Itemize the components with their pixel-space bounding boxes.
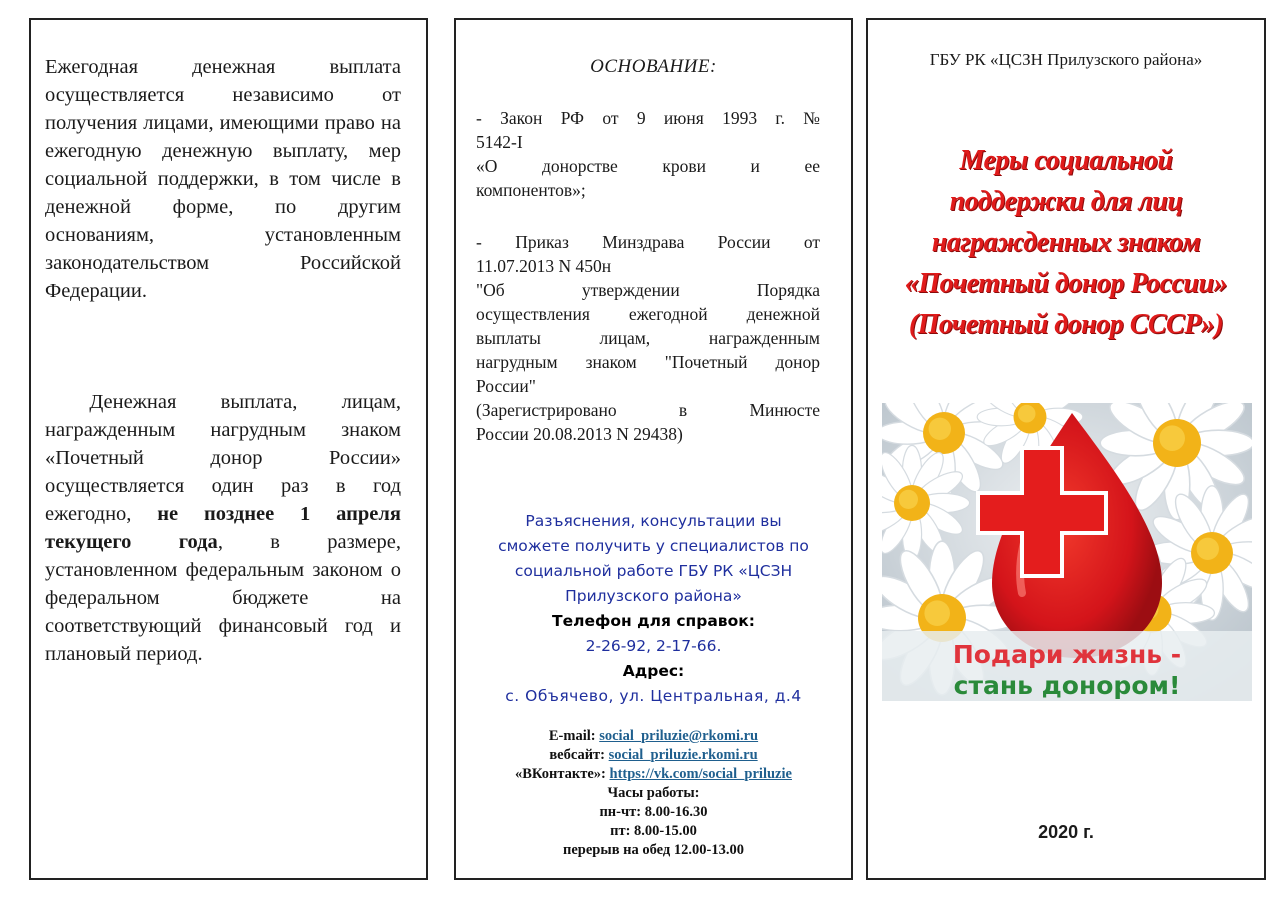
lunch-break: перерыв на обед 12.00-13.00 bbox=[563, 842, 744, 858]
law-line: - Закон РФ от 9 июня 1993 г. № bbox=[476, 108, 820, 128]
donor-poster-image bbox=[882, 403, 1252, 701]
hours-mon-thu: пн-чт: 8.00-16.30 bbox=[599, 804, 708, 820]
payment-deadline: не позднее 1 апреля текущего года bbox=[45, 503, 401, 553]
title-line: (Почетный донор СССР») bbox=[908, 309, 1224, 340]
email-row bbox=[456, 727, 851, 746]
website-label: вебсайт: bbox=[549, 747, 606, 763]
year-label: 2020 г. bbox=[1038, 822, 1094, 842]
consult-line: Прилузского района» bbox=[565, 587, 742, 605]
order-line: (Зарегистрировано в Минюсте bbox=[476, 400, 820, 420]
order-reference bbox=[476, 230, 820, 446]
order-line: - Приказ Минздрава России от bbox=[476, 232, 820, 252]
brochure-title bbox=[868, 140, 1264, 345]
consult-line: Разъяснения, консультации вы bbox=[525, 512, 782, 530]
email-link[interactable]: social_priluzie@rkomi.ru bbox=[599, 728, 759, 744]
vk-label: «ВКонтакте»: bbox=[515, 766, 606, 782]
phone-numbers: 2-26-92, 2-17-66. bbox=[585, 637, 722, 655]
poster-slogan-line2: стань донором! bbox=[953, 671, 1181, 700]
title-line: награжденных знаком bbox=[931, 227, 1201, 258]
right-panel bbox=[866, 18, 1266, 880]
basis-heading: ОСНОВАНИЕ: bbox=[590, 56, 717, 77]
consult-line: сможете получить у специалистов по bbox=[498, 537, 809, 555]
consult-line: социальной работе ГБУ РК «ЦСЗН bbox=[514, 562, 793, 580]
address-value: с. Объячево, ул. Центральная, д.4 bbox=[505, 687, 802, 705]
vk-row bbox=[456, 765, 851, 784]
order-line: нагрудным знаком "Почетный донор bbox=[476, 352, 820, 372]
payment-independence-paragraph: Ежегодная денежная выплата осуществляется независимо от получения лицами, имеющими право на ежегодную денежную выплату, мер социальной поддержки, в том числе в денежной форме, по другим основаниям, установленным законодательством Российской Федерации. bbox=[45, 56, 401, 302]
order-line: осуществления ежегодной денежной bbox=[476, 304, 820, 324]
contact-info-block bbox=[456, 727, 851, 860]
consultation-block bbox=[456, 509, 851, 709]
order-line: 11.07.2013 N 450н bbox=[476, 256, 612, 276]
organization-name: ГБУ РК «ЦСЗН Прилузского района» bbox=[929, 50, 1203, 69]
website-link[interactable]: social_priluzie.rkomi.ru bbox=[608, 747, 758, 763]
hours-label: Часы работы: bbox=[607, 785, 700, 801]
email-label: E-mail: bbox=[548, 728, 596, 744]
order-line: России 20.08.2013 N 29438) bbox=[476, 424, 683, 444]
payment-schedule-end: , в размере, установленном федеральным законом о федеральном бюджете на соответствующий финансовый год и плановый период. bbox=[45, 531, 401, 665]
address-label: Адрес: bbox=[622, 662, 685, 680]
poster-illustration bbox=[882, 403, 1252, 701]
title-line: Меры социальной bbox=[959, 145, 1173, 176]
title-line: «Почетный донор России» bbox=[904, 268, 1228, 299]
law-line: 5142-I bbox=[476, 132, 523, 152]
title-line: поддержки для лиц bbox=[949, 186, 1183, 217]
website-row bbox=[456, 746, 851, 765]
order-line: "Об утверждении Порядка bbox=[476, 280, 820, 300]
vk-link[interactable]: https://vk.com/social_priluzie bbox=[609, 766, 792, 782]
law-reference bbox=[476, 106, 820, 202]
payment-schedule-paragraph bbox=[45, 388, 401, 668]
law-line: компонентов»; bbox=[476, 180, 586, 200]
poster-slogan-line1: Подари жизнь - bbox=[952, 640, 1182, 669]
hours-fri: пт: 8.00-15.00 bbox=[610, 823, 697, 839]
law-line: «О донорстве крови и ее bbox=[476, 156, 820, 176]
phone-label: Телефон для справок: bbox=[552, 612, 755, 630]
left-panel bbox=[29, 18, 428, 880]
order-line: России" bbox=[476, 376, 536, 396]
order-line: выплаты лицам, награжденным bbox=[476, 328, 820, 348]
payment-schedule-start: Денежная выплата, лицам, награжденным нагрудным знаком «Почетный донор России» осуществляется один раз в год ежегодно, bbox=[45, 391, 402, 525]
middle-panel bbox=[454, 18, 853, 880]
